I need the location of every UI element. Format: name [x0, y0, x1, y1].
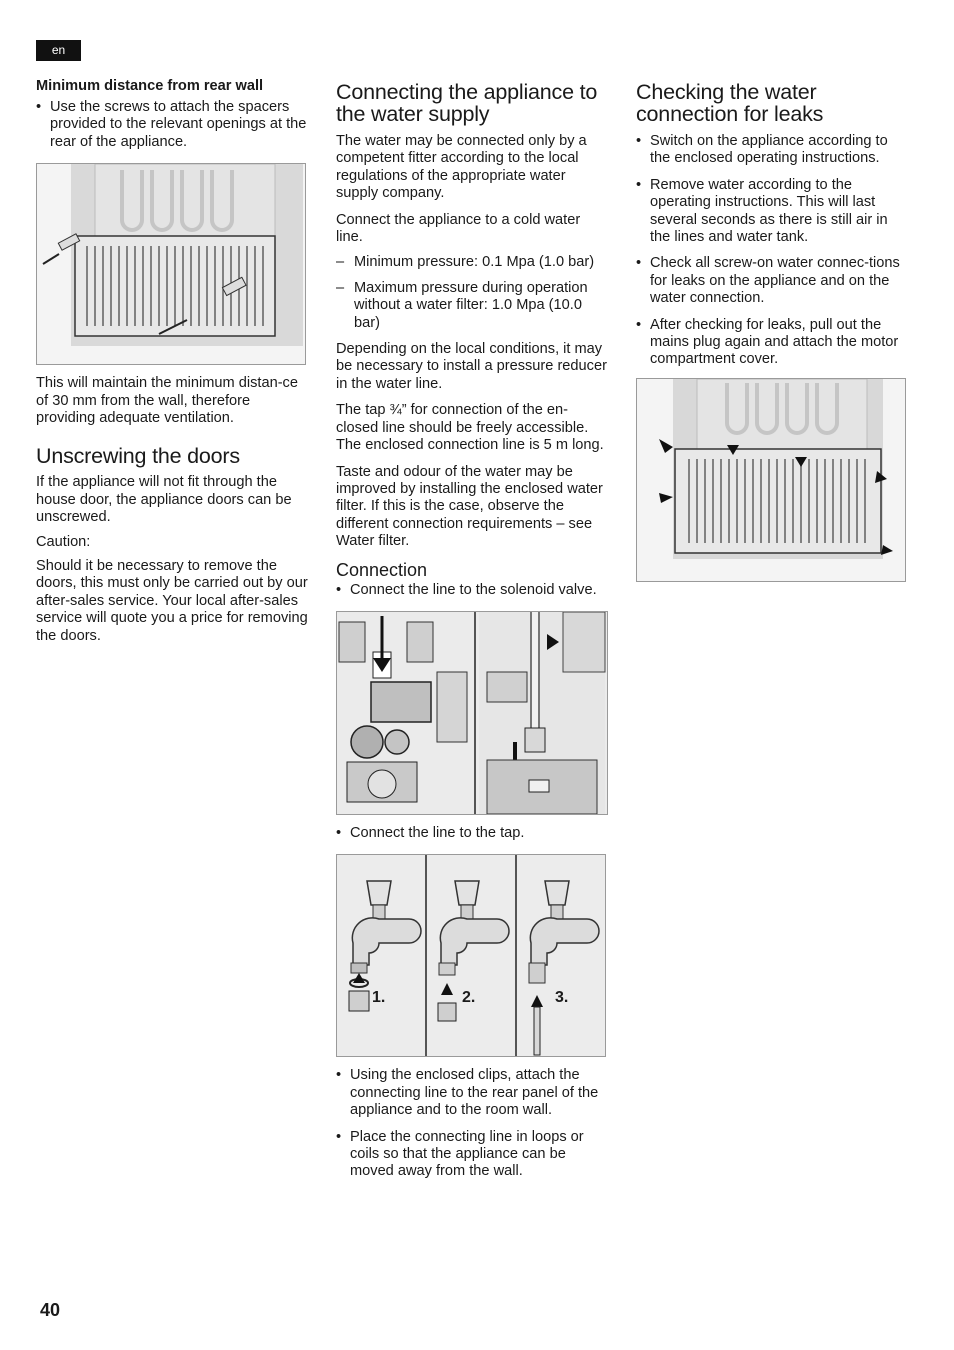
- caution-text: Should it be necessary to remove the doors, this must only be carried out by our after-sales service. Your local after-sales service will quote you a price for removing the doors.: [36, 558, 308, 644]
- column-1: [36, 78, 308, 645]
- loops-bullet: • Place the connecting line in loops or coils so that the appliance can be moved away from the wall.: [336, 1129, 610, 1181]
- connection-heading: Connection: [336, 559, 428, 580]
- max-pressure-item: – Maximum pressure during operation without a water filter: 1.0 Mpa (10.0 bar): [336, 280, 610, 332]
- page-number: 40: [40, 1300, 61, 1320]
- min-distance-heading: Minimum distance from rear wall: [36, 78, 264, 94]
- caution-label: Caution:: [36, 533, 91, 550]
- tap-step-3-label: 3.: [555, 989, 569, 1007]
- water-supply-p3: Depending on the local conditions, it may be necessary to install a pressure reducer in the water line.: [336, 341, 607, 392]
- tap-step-2-label: 2.: [462, 989, 476, 1007]
- min-pressure-item: – Minimum pressure: 0.1 Mpa (1.0 bar): [336, 254, 610, 271]
- leak-check-bullet-1: • Switch on the appliance according to the enclosed operating instructions.: [636, 133, 908, 168]
- rear-spacers-figure: [36, 163, 306, 365]
- column-3: [636, 81, 908, 582]
- leak-check-bullet-4: • After checking for leaks, pull out the mains plug again and attach the motor compartment cover.: [636, 317, 908, 369]
- doors-heading: Unscrewing the doors: [36, 444, 240, 469]
- doors-text: If the appliance will not fit through the house door, the appliance doors can be unscrewed.: [36, 474, 292, 526]
- tap-bullet: • Connect the line to the tap.: [336, 825, 610, 842]
- water-supply-heading: Connecting the appliance to the water supply: [336, 80, 598, 126]
- tap-connection-figure: [336, 854, 606, 1057]
- leak-check-heading: Checking the water connection for leaks: [636, 80, 824, 126]
- motor-cover-figure: [636, 378, 906, 582]
- solenoid-bullet: • Connect the line to the solenoid valve.: [336, 582, 610, 599]
- water-supply-p5: Taste and odour of the water may be improved by installing the enclosed water filter. If this is the case, observe the different connection requirements – see Water filter.: [336, 463, 603, 550]
- clips-bullet: • Using the enclosed clips, attach the connecting line to the rear panel of the appliance and to the room wall.: [336, 1067, 610, 1119]
- water-supply-p4: The tap ¾” for connection of the en-closed line should be freely accessible. The enclosed connection line is 5 m long.: [336, 402, 604, 454]
- leak-check-bullet-3: • Check all screw-on water connec-tions for leaks on the appliance and on the water connection.: [636, 255, 908, 307]
- water-supply-p1: The water may be connected only by a competent fitter according to the local regulations of the appropriate water supply company.: [336, 133, 587, 202]
- water-supply-p2: Connect the appliance to a cold water line.: [336, 211, 581, 246]
- min-distance-bullet: • Use the screws to attach the spacers provided to the relevant openings at the rear of the appliance.: [36, 99, 308, 151]
- solenoid-valve-figure: [336, 611, 608, 815]
- min-distance-note: This will maintain the minimum distan-ce of 30 mm from the wall, therefore providing adequate ventilation.: [36, 375, 298, 427]
- column-2: [336, 81, 610, 1181]
- tap-step-1-label: 1.: [372, 989, 386, 1007]
- leak-check-bullet-2: • Remove water according to the operating instructions. This will last several seconds as there is still air in the lines and water tank.: [636, 177, 908, 247]
- language-tag: en: [36, 40, 81, 61]
